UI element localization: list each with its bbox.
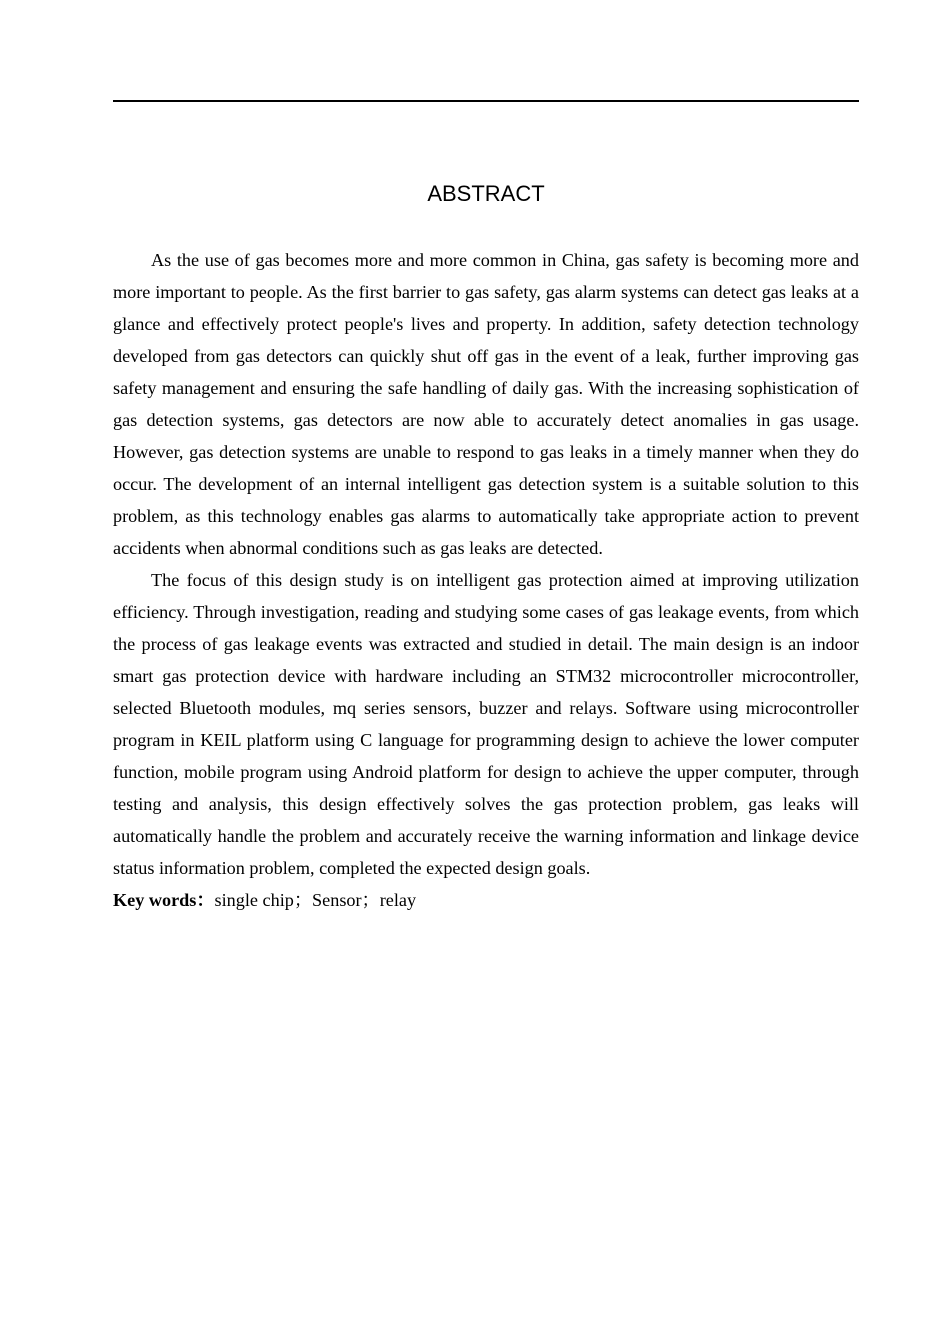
abstract-paragraph-2: The focus of this design study is on intelligent gas protection aimed at improving utilization efficiency. Through investigation, reading and studying some cases of gas leakage events, from which the process of gas leakage events was extracted and studied in detail. The main design is an indoor smart gas protection device with hardware including an STM32 microcontroller microcontroller, selected Bluetooth modules, mq series sensors, buzzer and relays. Software using microcontroller program in KEIL platform using C language for programming design to achieve the lower computer function, mobile program using Android platform for design to achieve the upper computer, through testing and analysis, this design effectively solves the gas protection problem, gas leaks will automatically handle the problem and accurately receive the warning information and linkage device status information problem, completed the expected design goals.	[113, 570, 859, 878]
abstract-paragraph-1: As the use of gas becomes more and more common in China, gas safety is becoming more and more important to people. As the first barrier to gas safety, gas alarm systems can detect gas leaks at a glance and effectively protect people's lives and property. In addition, safety detection technology developed from gas detectors can quickly shut off gas in the event of a leak, further improving gas safety management and ensuring the safe handling of daily gas. With the increasing sophistication of gas detection systems, gas detectors are now able to accurately detect anomalies in gas usage. However, gas detection systems are unable to respond to gas leaks in a timely manner when they do occur. The development of an internal intelligent gas detection system is a suitable solution to this problem, as this technology enables gas alarms to automatically take appropriate action to prevent accidents when abnormal conditions such as gas leaks are detected.	[113, 250, 859, 558]
keywords-label: Key words：	[113, 890, 215, 910]
header-rule	[113, 100, 859, 102]
page-title: ABSTRACT	[427, 181, 545, 206]
abstract-body	[113, 244, 859, 916]
keywords-line	[113, 884, 859, 916]
keywords-values: single chip；Sensor；relay	[214, 890, 417, 910]
